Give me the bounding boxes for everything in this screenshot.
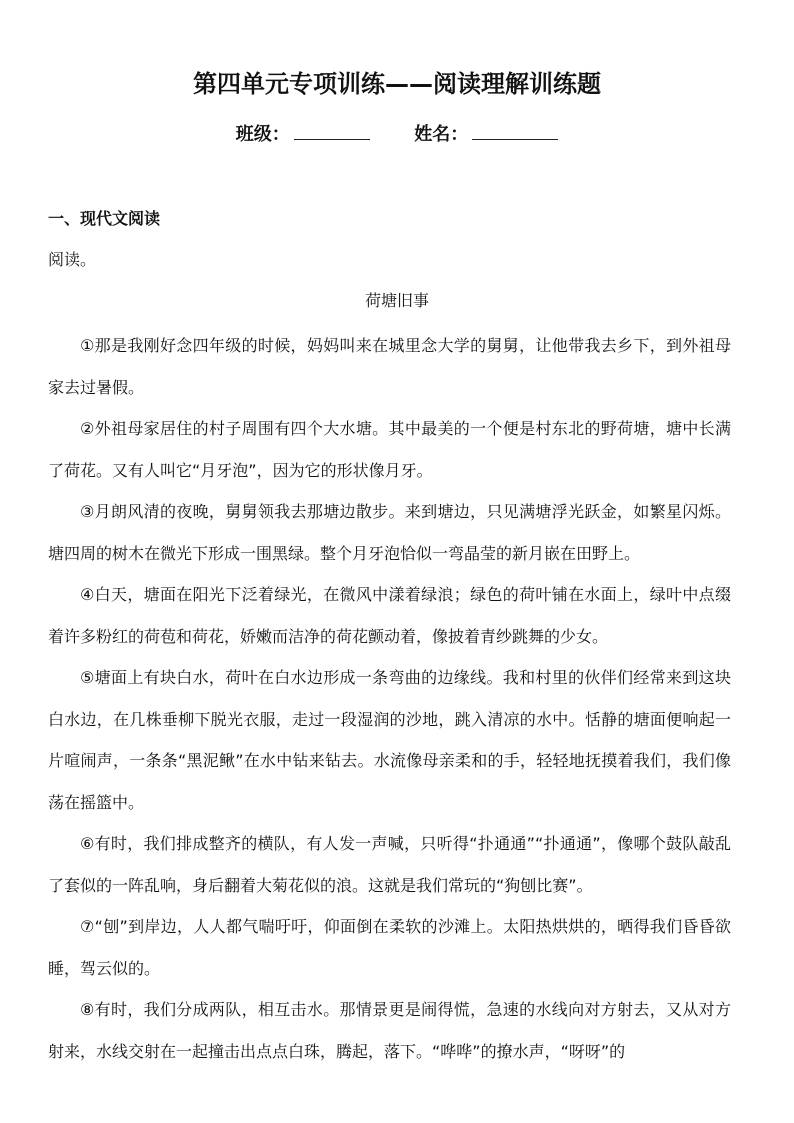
paragraph-1: ①那是我刚好念四年级的时候，妈妈叫来在城里念大学的舅舅，让他带我去乡下，到外祖母家去过暑假。 (48, 336, 731, 397)
story-title: 荷塘旧事 (364, 291, 429, 310)
document-title: 第四单元专项训练——阅读理解训练题 (193, 70, 601, 98)
paragraph-3: ③月朗风清的夜晚，舅舅领我去那塘边散步。来到塘边，只见满塘浮光跃金，如繁星闪烁。塘四周的树木在微光下形成一围黑绿。整个月牙泡恰似一弯晶莹的新月嵌在田野上。 (48, 502, 731, 563)
paragraph-7: ⑦“刨”到岸边，人人都气喘吁吁，仰面倒在柔软的沙滩上。太阳热烘烘的，晒得我们昏昏欲睡，驾云似的。 (48, 917, 731, 978)
name-label: 姓名： (414, 124, 469, 145)
name-blank[interactable] (472, 123, 558, 140)
name-field (414, 120, 558, 146)
paragraph-4: ④白天，塘面在阳光下泛着绿光，在微风中漾着绿浪；绿色的荷叶铺在水面上，绿叶中点缀着许多粉红的荷苞和荷花，娇嫩而洁净的荷花颤动着，像披着青纱跳舞的少女。 (48, 585, 731, 646)
class-label: 班级： (235, 124, 290, 145)
class-field (236, 120, 370, 146)
paragraph-2: ②外祖母家居住的村子周围有四个大水塘。其中最美的一个便是村东北的野荷塘，塘中长满了荷花。又有人叫它“月牙泡”，因为它的形状像月牙。 (48, 419, 731, 480)
instruction-text: 阅读。 (48, 250, 97, 269)
paragraph-5: ⑤塘面上有块白水，荷叶在白水边形成一条弯曲的边缘线。我和村里的伙伴们经常来到这块白水边，在几株垂柳下脱光衣服，走过一段湿润的沙地，跳入清凉的水中。恬静的塘面便响起一片喧闹声，一条条“黑泥鳅”在水中钻来钻去。水流像母亲柔和的手，轻轻地抚摸着我们，我们像荡在摇篮中。 (48, 668, 731, 812)
class-blank[interactable] (294, 123, 370, 140)
paragraph-8: ⑧有时，我们分成两队，相互击水。那情景更是闹得慌，急速的水线向对方射去，又从对方射来，水线交射在一起撞击出点点白珠，腾起，落下。“哗哗”的撩水声，“呀呀”的 (48, 1000, 731, 1061)
student-info (0, 120, 794, 146)
section-heading: 一、现代文阅读 (48, 209, 161, 228)
paragraph-6: ⑥有时，我们排成整齐的横队，有人发一声喊，只听得“扑通通”“扑通通”，像哪个鼓队敲乱了套似的一阵乱响，身后翻着大菊花似的浪。这就是我们常玩的“狗刨比赛”。 (48, 834, 731, 895)
story-passage (48, 325, 731, 1072)
